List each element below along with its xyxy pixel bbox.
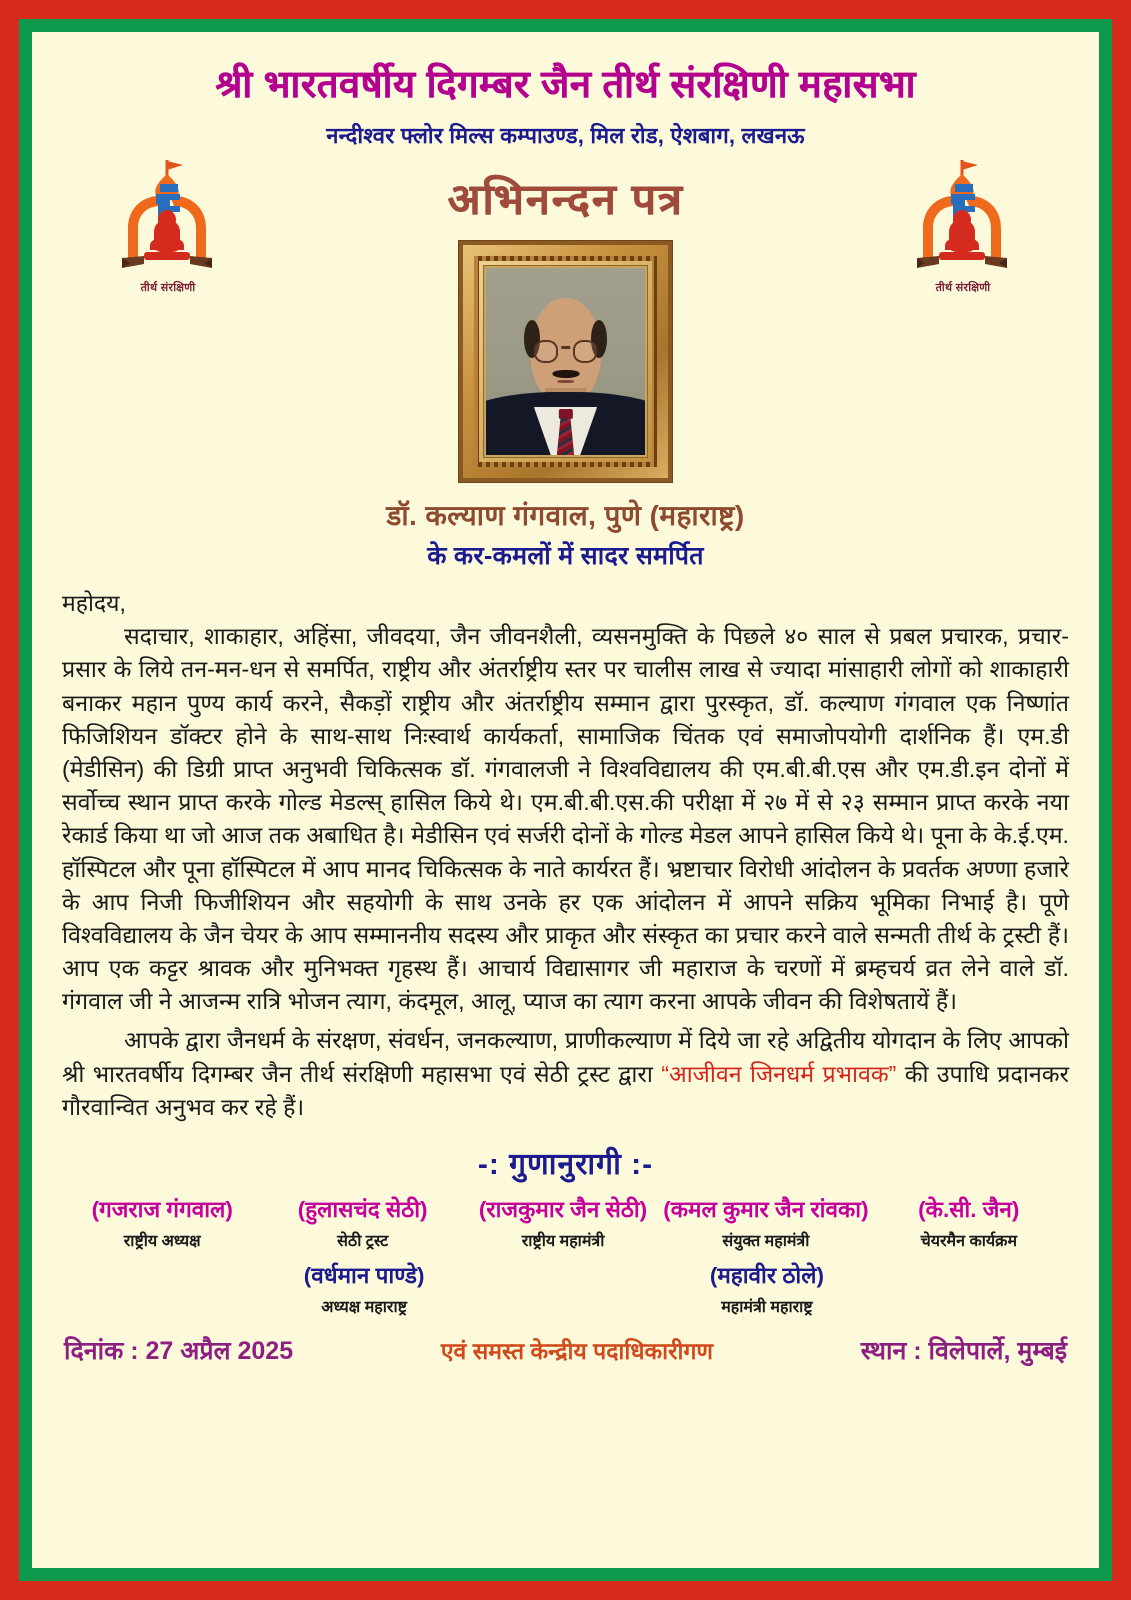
- signatory-name: (कमल कुमार जैन रांवका): [663, 1196, 869, 1222]
- photo-frame-outer: [459, 241, 672, 483]
- salutation: महोदय,: [62, 590, 126, 617]
- signatory-name: (के.सी. जैन): [918, 1196, 1020, 1222]
- logo-caption-right: तीर्थ संरक्षिणी: [935, 282, 991, 294]
- photo-eyeglass-bridge: [561, 346, 571, 348]
- photo-frame-liner: [483, 265, 648, 459]
- honoree-name: डॉ. कल्याण गंगवाल, पुणे (महाराष्ट्र): [386, 500, 745, 532]
- signatory-row-secondary: [58, 1259, 1073, 1317]
- signatory-role: राष्ट्रीय महामंत्री: [521, 1232, 605, 1250]
- logo-caption-left: तीर्थ संरक्षिणी: [140, 282, 196, 294]
- footer-place: स्थान : विलेपार्ले, मुम्बई: [860, 1336, 1067, 1365]
- photo-mouth: [557, 380, 574, 383]
- award-title: “आजीवन जिनधर्म प्रभावक”: [661, 1060, 897, 1087]
- paragraph2-text-after-award: की उपाधि प्रदानकर गौरवान्वित अनुभव कर रहे हैं।: [62, 1060, 1069, 1120]
- photo-eyeglass-right: [573, 340, 598, 363]
- signatory-vardhaman-pande: [263, 1259, 464, 1317]
- signatory-role: चेयरमैन कार्यक्रम: [920, 1232, 1018, 1250]
- signatory-slot-empty-3: [868, 1259, 1069, 1317]
- footer-date: दिनांक : 27 अप्रैल 2025: [64, 1336, 294, 1365]
- photo-frame-inner-gold: [479, 261, 652, 463]
- signatory-rajkumar-jain-sethi: [463, 1193, 663, 1251]
- signatory-row-primary: [58, 1193, 1073, 1251]
- signatories-heading: -: गुणानुरागी :-: [477, 1147, 654, 1181]
- signatory-name: (हुलासचंद सेठी): [297, 1196, 428, 1222]
- honoree-portrait: [459, 241, 672, 483]
- honoree-photo: [486, 268, 645, 456]
- certificate-paper: [32, 32, 1099, 1568]
- jain-temple-logo-right: [905, 154, 1021, 304]
- signatory-name: (गजराज गंगवाल): [91, 1196, 233, 1222]
- body-paragraph-2: [62, 1024, 1069, 1124]
- signatory-slot-empty-1: [62, 1259, 263, 1317]
- signatory-kamal-kumar-jain-ranvka: [663, 1193, 868, 1251]
- signatory-mahavir-thole: [666, 1259, 867, 1317]
- signatory-name: (महावीर ठोले): [709, 1262, 824, 1288]
- document-title: अभिनन्दन पत्र: [447, 175, 684, 224]
- signatory-gajraj-gangwal: [62, 1193, 262, 1251]
- signatory-name: (वर्धमान पाण्डे): [303, 1262, 425, 1288]
- temple-arch-icon: [110, 154, 226, 284]
- signatory-role: सेठी ट्रस्ट: [337, 1232, 389, 1250]
- signatory-slot-empty-2: [465, 1259, 666, 1317]
- signatory-role: महामंत्री महाराष्ट्र: [721, 1298, 813, 1316]
- signatory-hulaschand-sethi: [262, 1193, 462, 1251]
- organization-title: श्री भारतवर्षीय दिगम्बर जैन तीर्थ संरक्षिणी महासभा: [215, 64, 916, 106]
- certificate-footer: [58, 1333, 1073, 1367]
- signatory-role: राष्ट्रीय अध्यक्ष: [123, 1232, 201, 1250]
- signatory-name: (राजकुमार जैन सेठी): [478, 1196, 648, 1222]
- signatory-role: संयुक्त महामंत्री: [722, 1232, 810, 1250]
- photo-tie-knot: [558, 409, 572, 418]
- organization-address: नन्दीश्वर फ्लोर मिल्स कम्पाउण्ड, मिल रोड, ऐशबाग, लखनऊ: [326, 122, 805, 148]
- signatory-role: अध्यक्ष महाराष्ट्र: [321, 1298, 407, 1316]
- photo-frame-gold: [463, 245, 668, 479]
- signatory-kc-jain: [869, 1193, 1069, 1251]
- photo-frame-beaded: [474, 256, 657, 468]
- footer-central-officers: एवं समस्त केन्द्रीय पदाधिकारीगण: [440, 1337, 714, 1364]
- paragraph2-text-before-award: आपके द्वारा जैनधर्म के संरक्षण, संवर्धन, जनकल्याण, प्राणीकल्याण में दिये जा रहे अद्वितीय योगदान के लिए आपको श्री भारतवर्षीय दिगम्बर जैन तीर्थ संरक्षिणी महासभा एवं सेठी ट्रस्ट द्वारा: [62, 1027, 1069, 1087]
- photo-eyeglass-left: [534, 340, 559, 363]
- temple-arch-icon: [905, 154, 1021, 284]
- green-border-frame: [19, 19, 1112, 1581]
- dedication-line: के कर-कमलों में सादर समर्पित: [427, 542, 704, 571]
- body-paragraph-1: सदाचार, शाकाहार, अहिंसा, जीवदया, जैन जीवनशैली, व्यसनमुक्ति के पिछले ४० साल से प्रबल प्रचारक, प्रचार-प्रसार के लिये तन-मन-धन से समर्पित, राष्ट्रीय और अंतर्राष्ट्रीय स्तर पर चालीस लाख से ज्यादा मांसाहारी लोगों को शाकाहारी बनाकर महान पुण्य कार्य करने, सैकड़ों राष्ट्रीय और अंतर्राष्ट्रीय सम्मान द्वारा पुरस्कृत, डॉ. कल्याण गंगवाल एक निष्णांत फिजिशियन डॉक्टर होने के साथ-साथ निःस्वार्थ कार्यकर्ता, सामाजिक चिंतक एवं समाजोपयोगी दार्शनिक हैं। एम.डी (मेडीसिन) की डिग्री प्राप्त अनुभवी चिकित्सक डॉ. गंगवालजी ने विश्वविद्यालय की एम.बी.बी.एस और एम.डी.इन दोनों में सर्वोच्च स्थान प्राप्त करके गोल्ड मेडल्स् हासिल किये थे। एम.बी.बी.एस.की परीक्षा में २७ में से २३ सम्मान प्राप्त करके नया रेकार्ड किया था जो आज तक अबाधित है। मेडीसिन एवं सर्जरी दोनों के गोल्ड मेडल आपने हासिल किये थे। पूना के के.ई.एम. हॉस्पिटल और पूना हॉस्पिटल में आप मानद चिकित्सक के नाते कार्यरत हैं। भ्रष्टाचार विरोधी आंदोलन के प्रवर्तक अण्णा हजारे के आप निजी फिजीशियन और सहयोगी के साथ उनके हर एक आंदोलन में आपने सक्रिय भूमिका निभाई है। पूणे विश्वविद्यालय के जैन चेयर के आप सम्माननीय सदस्य और प्राकृत और संस्कृत का प्रचार करने वाले सन्मती तीर्थ के ट्रस्टी हैं। आप एक कट्टर श्रावक और मुनिभक्त गृहस्थ हैं। आचार्य विद्यासागर जी महाराज के चरणों में ब्रम्हचर्य व्रत लेने वाले डॉ. गंगवाल जी ने आजन्म रात्रि भोजन त्याग, कंदमूल, आलू, प्याज का त्याग करना आपके जीवन की विशेषतायें हैं।: [62, 623, 1069, 1015]
- jain-temple-logo-left: [110, 154, 226, 304]
- photo-mustache: [552, 370, 579, 378]
